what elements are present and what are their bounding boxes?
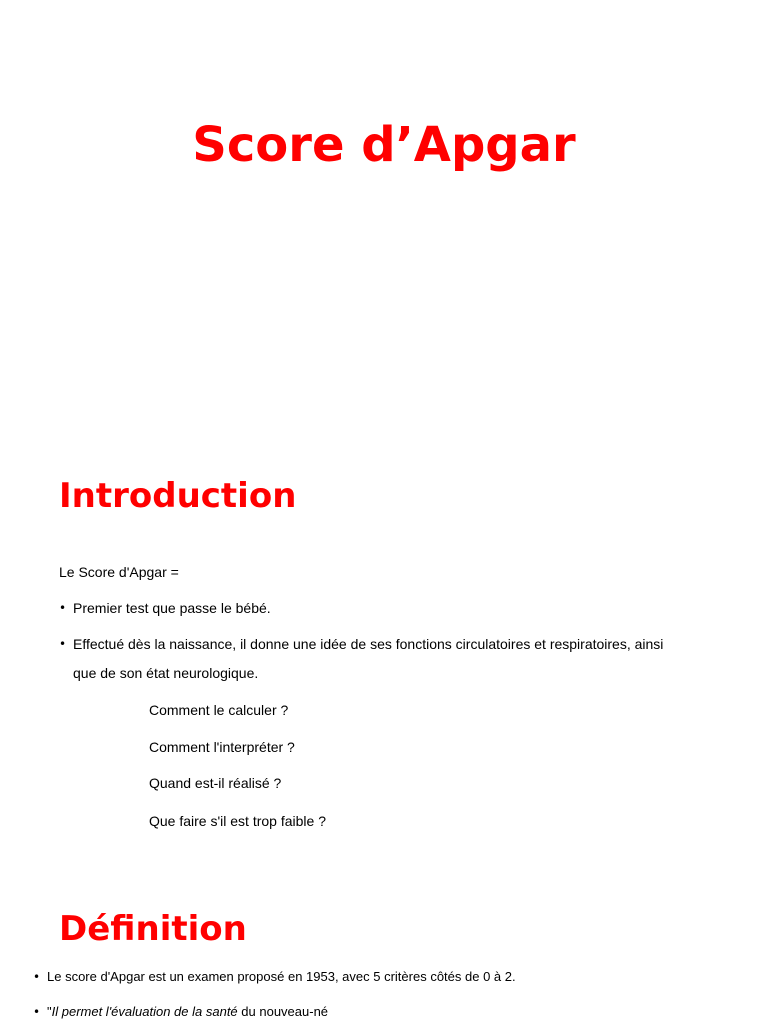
- definition-bullet-2: [47, 1003, 328, 1021]
- definition-bullet-1: Le score d'Apgar est un examen proposé en 1953, avec 5 critères côtés de 0 à 2.: [47, 969, 516, 984]
- definition-bullet-2-rest: du nouveau-né: [237, 1004, 329, 1019]
- bullet-dot: •: [33, 1005, 41, 1019]
- introduction-bullet-2: Effectué dès la naissance, il donne une idée de ses fonctions circulatoires et respiratoires, ainsi: [73, 636, 664, 652]
- question-when: Quand est-il réalisé ?: [149, 775, 282, 791]
- bullet-dot: •: [59, 637, 67, 651]
- definition-heading: Définition: [59, 909, 247, 949]
- introduction-heading: Introduction: [59, 476, 297, 516]
- question-calculate: Comment le calculer ?: [149, 702, 289, 718]
- introduction-bullet-1: Premier test que passe le bébé.: [73, 600, 271, 616]
- question-interpret: Comment l'interpréter ?: [149, 739, 295, 755]
- bullet-dot: •: [33, 970, 41, 984]
- introduction-lead: Le Score d'Apgar =: [59, 564, 179, 580]
- definition-bullet-2-italic: Il permet l'évaluation de la santé: [51, 1004, 238, 1019]
- introduction-bullet-2-continuation: que de son état neurologique.: [73, 665, 259, 681]
- definition-bullet-2-quote: ": [47, 1004, 52, 1019]
- bullet-dot: •: [59, 601, 67, 615]
- page-title: Score d’Apgar: [192, 117, 576, 173]
- question-too-low: Que faire s'il est trop faible ?: [149, 813, 326, 829]
